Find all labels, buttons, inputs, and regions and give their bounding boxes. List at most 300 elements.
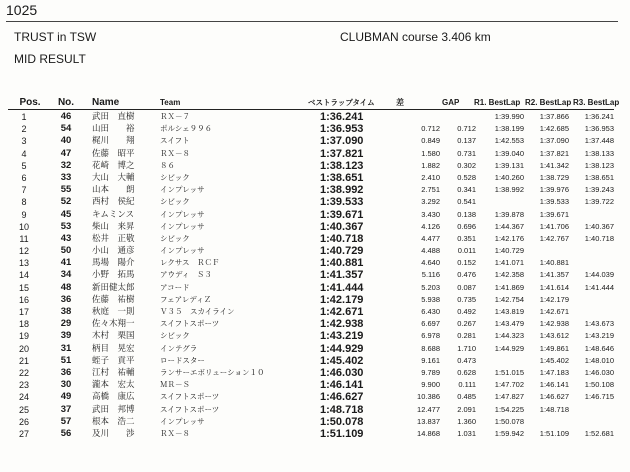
r3-lap-cell: 1:52.681 xyxy=(584,428,614,438)
gap-cell: 1.031 xyxy=(457,428,476,438)
table-row xyxy=(8,184,614,196)
header-diff: 差 xyxy=(396,98,404,107)
best-lap-cell: 1:41.357 xyxy=(320,269,364,282)
driver-name-cell: 瀧本 宏太 xyxy=(92,380,135,391)
team-cell: ロードスター xyxy=(160,355,205,365)
pos-cell: 2 xyxy=(21,124,27,135)
driver-name-cell: 馬場 陽介 xyxy=(92,258,135,269)
gap-cell: 1.710 xyxy=(457,343,476,353)
r1-lap-cell: 1:54.225 xyxy=(494,404,524,414)
diff-cell: 5.116 xyxy=(421,270,440,280)
pos-cell: 7 xyxy=(21,185,27,196)
best-lap-cell: 1:51.109 xyxy=(320,427,364,440)
pos-cell: 26 xyxy=(18,416,29,427)
car-number-cell: 50 xyxy=(60,245,72,257)
best-lap-cell: 1:39.671 xyxy=(320,208,364,221)
gap-cell: 0.541 xyxy=(457,197,476,207)
table-row xyxy=(8,379,614,391)
r2-lap-cell: 1:37.090 xyxy=(539,136,569,146)
gap-cell: 0.341 xyxy=(457,185,476,195)
r1-lap-cell: 1:39.990 xyxy=(494,112,524,121)
header-team: Team xyxy=(160,98,181,107)
r1-lap-cell: 1:42.754 xyxy=(494,294,524,304)
pos-cell: 24 xyxy=(18,392,29,403)
team-cell: ＲＸ－７ xyxy=(160,112,190,121)
driver-name-cell: 佐藤 祐樹 xyxy=(92,294,135,305)
r2-lap-cell: 1:47.183 xyxy=(539,367,569,377)
r1-lap-cell: 1:40.729 xyxy=(494,246,524,256)
diff-cell: 6.697 xyxy=(421,319,440,329)
diff-cell: 4.640 xyxy=(421,258,440,268)
pos-cell: 4 xyxy=(21,148,27,159)
gap-cell: 0.111 xyxy=(458,380,476,390)
gap-cell: 0.731 xyxy=(457,148,476,158)
diff-cell: 9.789 xyxy=(421,367,440,377)
car-number-cell: 53 xyxy=(60,220,72,232)
diff-cell: 0.849 xyxy=(421,136,440,146)
best-lap-cell: 1:40.367 xyxy=(320,220,364,233)
team-cell: スイフトスポーツ xyxy=(160,392,220,402)
r3-lap-cell: 1:50.108 xyxy=(584,380,614,390)
header-no: No. xyxy=(57,97,75,108)
team-cell: インプレッサ xyxy=(160,221,205,231)
team-cell: シビック xyxy=(160,233,190,243)
header-r2-best: R2. BestLap xyxy=(525,98,572,107)
r3-lap-cell: 1:40.718 xyxy=(584,233,614,243)
team-cell: スイフトスポーツ xyxy=(160,404,220,414)
r2-lap-cell: 1:41.342 xyxy=(539,160,569,170)
driver-name-cell: キムミンス xyxy=(92,209,135,220)
table-row xyxy=(8,160,614,172)
team-cell: シビック xyxy=(160,331,190,341)
header-name: Name xyxy=(92,97,120,108)
r3-lap-cell: 1:38.133 xyxy=(584,148,614,158)
r3-lap-cell: 1:44.039 xyxy=(584,270,614,280)
r2-lap-cell: 1:39.533 xyxy=(539,197,569,207)
car-number-cell: 31 xyxy=(60,342,72,354)
gap-cell: 0.735 xyxy=(457,294,476,304)
team-cell: インテグラ xyxy=(160,343,198,353)
best-lap-cell: 1:45.402 xyxy=(320,354,364,367)
r2-lap-cell: 1:39.976 xyxy=(539,185,569,195)
driver-name-cell: 江村 祐輔 xyxy=(92,367,135,378)
table-row xyxy=(8,355,614,367)
r2-lap-cell: 1:38.729 xyxy=(539,172,569,182)
r1-lap-cell: 1:38.199 xyxy=(494,124,524,134)
table-row xyxy=(8,196,614,208)
best-lap-cell: 1:36.953 xyxy=(320,123,364,136)
r3-lap-cell: 1:43.673 xyxy=(584,319,614,329)
pos-cell: 11 xyxy=(19,233,29,244)
driver-name-cell: 木村 栗国 xyxy=(92,331,135,342)
diff-cell: 6.430 xyxy=(421,307,440,316)
r2-lap-cell: 1:49.861 xyxy=(539,343,569,353)
driver-name-cell: 新田健太郎 xyxy=(92,282,135,293)
team-cell: インプレッサ xyxy=(160,209,205,219)
table-row xyxy=(8,245,614,257)
best-lap-cell: 1:39.533 xyxy=(320,196,364,209)
r2-lap-cell: 1:45.402 xyxy=(539,355,569,365)
driver-name-cell: 高橋 康広 xyxy=(92,392,135,403)
r2-lap-cell: 1:39.671 xyxy=(539,209,569,219)
diff-cell: 13.837 xyxy=(417,416,440,426)
gap-cell: 0.152 xyxy=(457,258,476,268)
gap-cell: 0.011 xyxy=(457,246,476,256)
table-row xyxy=(8,233,614,245)
r2-lap-cell: 1:40.881 xyxy=(539,258,569,268)
best-lap-cell: 1:38.651 xyxy=(320,171,364,184)
r3-lap-cell: 1:46.715 xyxy=(584,392,614,402)
car-number-cell: 55 xyxy=(60,184,72,196)
r2-lap-cell: 1:41.614 xyxy=(539,282,569,292)
r2-lap-cell: 1:42.179 xyxy=(539,294,569,304)
r1-lap-cell: 1:43.819 xyxy=(494,307,524,316)
best-lap-cell: 1:42.179 xyxy=(320,293,364,306)
r2-lap-cell: 1:46.141 xyxy=(539,380,569,390)
r3-lap-cell: 1:48.646 xyxy=(584,343,614,353)
diff-cell: 1.580 xyxy=(421,148,440,158)
driver-name-cell: 小野 拓馬 xyxy=(92,270,135,281)
team-cell: ＭＲ－Ｓ xyxy=(160,380,190,390)
team-cell: インプレッサ xyxy=(160,246,205,256)
gap-cell: 0.302 xyxy=(457,160,476,170)
table-row xyxy=(8,282,614,294)
car-number-cell: 49 xyxy=(60,391,72,403)
car-number-cell: 34 xyxy=(60,269,72,281)
pos-cell: 17 xyxy=(18,307,29,317)
r1-lap-cell: 1:50.078 xyxy=(494,416,524,426)
r3-lap-cell: 1:41.444 xyxy=(584,282,614,292)
r2-lap-cell: 1:46.627 xyxy=(539,392,569,402)
gap-cell: 0.473 xyxy=(457,355,476,365)
diff-cell: 4.488 xyxy=(421,246,440,256)
pos-cell: 13 xyxy=(18,258,29,269)
pos-cell: 9 xyxy=(21,209,27,220)
team-cell: フェアレディＺ xyxy=(160,294,212,304)
best-lap-cell: 1:44.929 xyxy=(320,342,364,355)
header-gap: GAP xyxy=(442,98,460,107)
pos-cell: 14 xyxy=(18,270,29,281)
best-lap-cell: 1:42.938 xyxy=(320,318,364,331)
best-lap-cell: 1:37.821 xyxy=(320,147,364,160)
car-number-cell: 32 xyxy=(60,159,72,171)
r1-lap-cell: 1:42.358 xyxy=(494,270,524,280)
r3-lap-cell: 1:39.243 xyxy=(584,185,614,195)
car-number-cell: 41 xyxy=(60,257,72,269)
pos-cell: 27 xyxy=(18,428,29,439)
pos-cell: 1 xyxy=(21,112,27,122)
table-row xyxy=(8,135,614,147)
driver-name-cell: 松井 正敬 xyxy=(92,233,135,244)
header-best-lap: ベストラップタイム xyxy=(308,98,375,107)
gap-cell: 0.138 xyxy=(457,209,476,219)
car-number-cell: 36 xyxy=(60,366,72,378)
pos-cell: 8 xyxy=(21,197,27,208)
gap-cell: 2.091 xyxy=(457,404,476,414)
pos-cell: 18 xyxy=(18,319,29,330)
team-cell: ランサーエボリューション１０ xyxy=(160,367,265,377)
best-lap-cell: 1:46.627 xyxy=(320,391,364,404)
r3-lap-cell: 1:38.123 xyxy=(584,160,614,170)
table-header-row xyxy=(8,96,620,110)
car-number-cell: 36 xyxy=(60,293,72,305)
r3-lap-cell: 1:40.367 xyxy=(584,221,614,231)
diff-cell: 8.688 xyxy=(421,343,440,353)
gap-cell: 0.267 xyxy=(457,319,476,329)
diff-cell: 9.900 xyxy=(421,380,440,390)
gap-cell: 0.485 xyxy=(457,392,476,402)
results-table xyxy=(8,96,620,440)
diff-cell: 6.978 xyxy=(421,331,440,341)
team-cell: Ｖ３５ スカイライン xyxy=(160,307,235,316)
pos-cell: 25 xyxy=(18,404,29,415)
table-row xyxy=(8,209,614,221)
table-row xyxy=(8,367,614,379)
best-lap-cell: 1:42.671 xyxy=(320,306,364,318)
driver-name-cell: 西村 侯紀 xyxy=(92,197,135,208)
r2-lap-cell: 1:42.767 xyxy=(539,233,569,243)
pos-cell: 23 xyxy=(18,380,29,391)
table-row xyxy=(8,294,614,306)
header-divider xyxy=(6,21,618,22)
car-number-cell: 57 xyxy=(60,415,72,427)
diff-cell: 2.410 xyxy=(421,172,440,182)
table-row xyxy=(8,257,614,269)
r1-lap-cell: 1:38.992 xyxy=(494,185,524,195)
r3-lap-cell: 1:48.010 xyxy=(584,355,614,365)
driver-name-cell: 大山 大輔 xyxy=(92,172,135,183)
table-row xyxy=(8,111,614,123)
gap-cell: 0.351 xyxy=(457,233,476,243)
pos-cell: 5 xyxy=(21,160,27,171)
car-number-cell: 33 xyxy=(60,171,72,183)
team-cell: インプレッサ xyxy=(160,185,205,195)
best-lap-cell: 1:40.729 xyxy=(320,245,364,258)
pos-cell: 15 xyxy=(18,282,29,293)
driver-name-cell: 柄目 晃宏 xyxy=(92,343,135,354)
pos-cell: 3 xyxy=(21,136,27,147)
diff-cell: 9.161 xyxy=(421,355,440,365)
car-number-cell: 51 xyxy=(60,354,72,366)
best-lap-cell: 1:46.030 xyxy=(320,366,364,379)
document-id: 1025 xyxy=(6,2,38,18)
car-number-cell: 47 xyxy=(60,147,72,159)
team-cell: レクサス ＲＣＦ xyxy=(160,258,220,268)
table-row xyxy=(8,306,614,318)
table-row xyxy=(8,391,614,403)
r1-lap-cell: 1:41.071 xyxy=(494,258,524,268)
r1-lap-cell: 1:47.827 xyxy=(494,392,524,402)
car-number-cell: 29 xyxy=(60,318,72,330)
r1-lap-cell: 1:44.323 xyxy=(494,331,524,341)
diff-cell: 10.386 xyxy=(417,392,440,402)
gap-cell: 0.137 xyxy=(457,136,476,146)
car-number-cell: 46 xyxy=(60,111,72,122)
driver-name-cell: 小山 通彦 xyxy=(92,246,135,257)
team-cell: スイフトスポーツ xyxy=(160,319,220,329)
best-lap-cell: 1:38.123 xyxy=(320,159,364,172)
r2-lap-cell: 1:41.706 xyxy=(539,221,569,231)
gap-cell: 0.696 xyxy=(457,221,476,231)
car-number-cell: 39 xyxy=(60,330,72,342)
car-number-cell: 56 xyxy=(60,427,72,439)
r3-lap-cell: 1:36.241 xyxy=(584,112,614,121)
driver-name-cell: 佐藤 昭平 xyxy=(92,148,135,159)
gap-cell: 1.360 xyxy=(457,416,476,426)
driver-name-cell: 蛭子 貢平 xyxy=(92,355,135,366)
diff-cell: 4.126 xyxy=(421,221,440,231)
table-row xyxy=(8,318,614,330)
car-number-cell: 30 xyxy=(60,379,72,391)
driver-name-cell: 武田 邦博 xyxy=(92,404,135,415)
r2-lap-cell: 1:41.357 xyxy=(539,270,569,280)
pos-cell: 20 xyxy=(18,343,29,354)
team-cell: ＲＸ－８ xyxy=(160,428,190,438)
best-lap-cell: 1:50.078 xyxy=(320,415,364,428)
diff-cell: 2.751 xyxy=(421,185,440,195)
best-lap-cell: 1:36.241 xyxy=(320,111,364,123)
car-number-cell: 40 xyxy=(60,135,72,147)
car-number-cell: 38 xyxy=(60,306,72,317)
r1-lap-cell: 1:39.040 xyxy=(494,148,524,158)
driver-name-cell: 山田 裕 xyxy=(92,124,135,135)
best-lap-cell: 1:37.090 xyxy=(320,135,364,148)
driver-name-cell: 梶川 翔 xyxy=(92,136,135,147)
event-title: TRUST in TSW xyxy=(14,30,97,44)
table-row xyxy=(8,221,614,233)
table-row xyxy=(8,343,614,355)
r2-lap-cell: 1:42.671 xyxy=(539,307,569,316)
diff-cell: 4.477 xyxy=(421,233,440,243)
r1-lap-cell: 1:44.367 xyxy=(494,221,524,231)
r3-lap-cell: 1:36.953 xyxy=(584,124,614,134)
driver-name-cell: 山本 朗 xyxy=(92,185,135,196)
r1-lap-cell: 1:51.015 xyxy=(494,367,524,377)
r1-lap-cell: 1:44.929 xyxy=(494,343,524,353)
r1-lap-cell: 1:59.942 xyxy=(494,428,524,438)
table-row xyxy=(8,148,614,160)
table-row xyxy=(8,428,614,440)
best-lap-cell: 1:40.881 xyxy=(320,257,364,270)
gap-cell: 0.087 xyxy=(457,282,476,292)
table-row xyxy=(8,404,614,416)
header-r3-best: R3. BestLap xyxy=(573,98,620,107)
pos-cell: 22 xyxy=(18,367,29,378)
gap-cell: 0.712 xyxy=(457,124,476,134)
diff-cell: 5.938 xyxy=(421,294,440,304)
r3-lap-cell: 1:43.219 xyxy=(584,331,614,341)
r2-lap-cell: 1:48.718 xyxy=(539,404,569,414)
driver-name-cell: 柴山 来昇 xyxy=(92,221,135,232)
r1-lap-cell: 1:39.131 xyxy=(494,160,524,170)
gap-cell: 0.476 xyxy=(457,270,476,280)
table-row xyxy=(8,416,614,428)
r2-lap-cell: 1:42.685 xyxy=(539,124,569,134)
r1-lap-cell: 1:42.553 xyxy=(494,136,524,146)
r3-lap-cell: 1:46.030 xyxy=(584,367,614,377)
driver-name-cell: 佐々木翔一 xyxy=(92,319,135,330)
r1-lap-cell: 1:41.869 xyxy=(494,282,524,292)
team-cell: アウディ Ｓ３ xyxy=(160,270,212,280)
car-number-cell: 48 xyxy=(60,281,72,293)
driver-name-cell: 花崎 博之 xyxy=(92,160,135,171)
team-cell: ８６ xyxy=(160,160,175,170)
team-cell: スイフト xyxy=(160,136,190,146)
pos-cell: 6 xyxy=(21,172,27,183)
driver-name-cell: 及川 渉 xyxy=(92,428,135,439)
best-lap-cell: 1:41.444 xyxy=(320,281,364,294)
r3-lap-cell: 1:38.651 xyxy=(584,172,614,182)
team-cell: シビック xyxy=(160,172,190,182)
pos-cell: 16 xyxy=(18,294,29,305)
r2-lap-cell: 1:42.938 xyxy=(539,319,569,329)
best-lap-cell: 1:46.141 xyxy=(320,379,364,392)
best-lap-cell: 1:48.718 xyxy=(320,403,364,416)
table-row xyxy=(8,269,614,281)
diff-cell: 12.477 xyxy=(417,404,440,414)
diff-cell: 14.868 xyxy=(417,428,440,438)
gap-cell: 0.281 xyxy=(457,331,476,341)
gap-cell: 0.528 xyxy=(457,172,476,182)
header-r1-best: R1. BestLap xyxy=(474,98,521,107)
table-row xyxy=(8,330,614,342)
diff-cell: 3.292 xyxy=(421,197,440,207)
pos-cell: 19 xyxy=(18,331,29,342)
r1-lap-cell: 1:47.702 xyxy=(494,380,524,390)
diff-cell: 1.882 xyxy=(421,160,440,170)
best-lap-cell: 1:38.992 xyxy=(320,184,364,197)
car-number-cell: 45 xyxy=(60,208,72,220)
best-lap-cell: 1:43.219 xyxy=(320,330,364,343)
pos-cell: 12 xyxy=(18,246,29,257)
diff-cell: 5.203 xyxy=(421,282,440,292)
r1-lap-cell: 1:40.260 xyxy=(494,172,524,182)
r3-lap-cell: 1:37.448 xyxy=(584,136,614,146)
r3-lap-cell: 1:39.722 xyxy=(584,197,614,207)
gap-cell: 0.492 xyxy=(457,307,476,316)
r1-lap-cell: 1:43.479 xyxy=(494,319,524,329)
car-number-cell: 52 xyxy=(60,196,72,208)
team-cell: シビック xyxy=(160,197,190,207)
team-cell: インプレッサ xyxy=(160,416,205,426)
gap-cell: 0.628 xyxy=(457,367,476,377)
team-cell: ポルシェ９９６ xyxy=(160,124,213,134)
team-cell: アコード xyxy=(160,282,190,292)
car-number-cell: 54 xyxy=(60,123,72,135)
r2-lap-cell: 1:43.612 xyxy=(539,331,569,341)
pos-cell: 21 xyxy=(18,355,29,366)
table-row xyxy=(8,172,614,184)
r1-lap-cell: 1:39.878 xyxy=(494,209,524,219)
car-number-cell: 43 xyxy=(60,232,72,244)
best-lap-cell: 1:40.718 xyxy=(320,232,364,245)
table-row xyxy=(8,123,614,135)
driver-name-cell: 根本 浩二 xyxy=(92,416,135,427)
r2-lap-cell: 1:37.821 xyxy=(539,148,569,158)
header-pos: Pos. xyxy=(19,97,41,108)
pos-cell: 10 xyxy=(18,221,29,232)
session-title: MID RESULT xyxy=(14,52,86,66)
diff-cell: 3.430 xyxy=(421,209,440,219)
diff-cell: 0.712 xyxy=(421,124,440,134)
r1-lap-cell: 1:42.176 xyxy=(494,233,524,243)
r2-lap-cell: 1:37.866 xyxy=(539,112,569,121)
course-info: CLUBMAN course 3.406 km xyxy=(340,30,491,44)
driver-name-cell: 秋庭 一則 xyxy=(92,307,135,317)
team-cell: ＲＸ－８ xyxy=(160,148,190,158)
r2-lap-cell: 1:51.109 xyxy=(539,428,569,438)
driver-name-cell: 武田 直樹 xyxy=(92,112,135,122)
